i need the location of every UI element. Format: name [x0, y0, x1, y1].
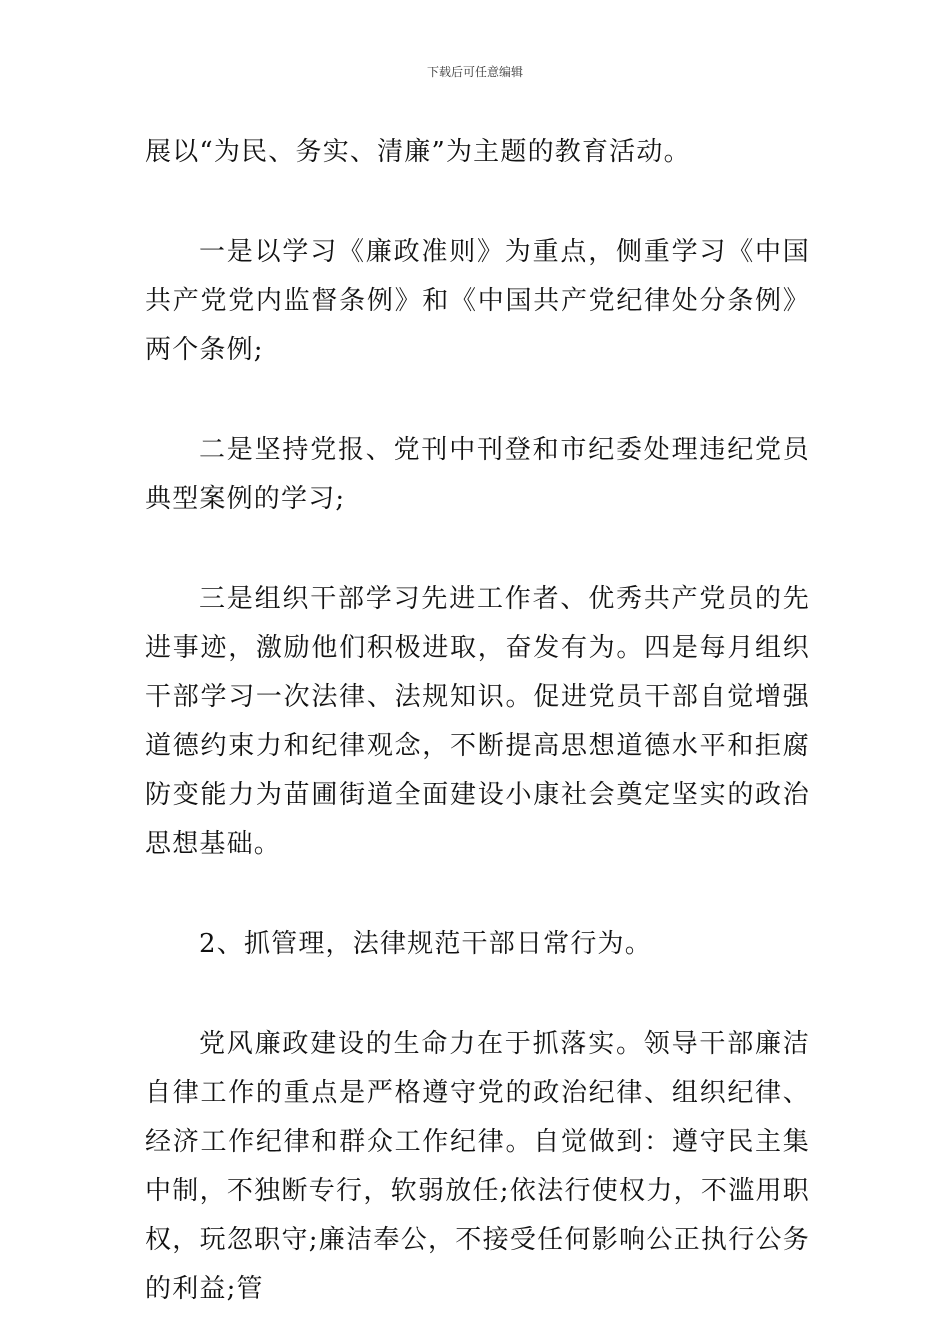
paragraph-model-learning: 三是组织干部学习先进工作者、优秀共产党员的先进事迹，激励他们积极进取，奋发有为。四是每月组织干部学习一次法律、法规知识。促进党员干部自觉增强道德约束力和纪律观念，不断提高思想道德水平和拒腐防变能力为苗圃街道全面建设小康社会奠定坚实的政治思想基础。: [145, 584, 810, 859]
page-header-note: 下载后可任意编辑: [426, 65, 523, 79]
paragraph-gap: [145, 177, 810, 228]
paragraph-gap: [145, 524, 810, 575]
section-heading: 2、抓管理，法律规范干部日常行为。: [199, 929, 652, 959]
paragraph-discipline: 党风廉政建设的生命力在于抓落实。领导干部廉洁自律工作的重点是严格遵守党的政治纪律、组织纪律、经济工作纪律和群众工作纪律。自觉做到：遵守民主集中制，不独断专行，软弱放任;依法行使权力，不滥用职权，玩忽职守;廉洁奉公，不接受任何影响公正执行公务的利益;管: [145, 1029, 810, 1304]
paragraph-study-rules: 一是以学习《廉政准则》为重点，侧重学习《中国共产党党内监督条例》和《中国共产党纪律处分条例》两个条例;: [145, 237, 810, 365]
paragraph-gap: [145, 869, 810, 920]
paragraph-gap: [145, 375, 810, 426]
paragraph-case-study: 二是坚持党报、党刊中刊登和市纪委处理违纪党员典型案例的学习;: [145, 435, 810, 514]
document-body: [145, 128, 810, 1314]
paragraph-continuation: 展以“为民、务实、清廉”为主题的教育活动。: [145, 137, 691, 167]
paragraph-gap: [145, 969, 810, 1020]
